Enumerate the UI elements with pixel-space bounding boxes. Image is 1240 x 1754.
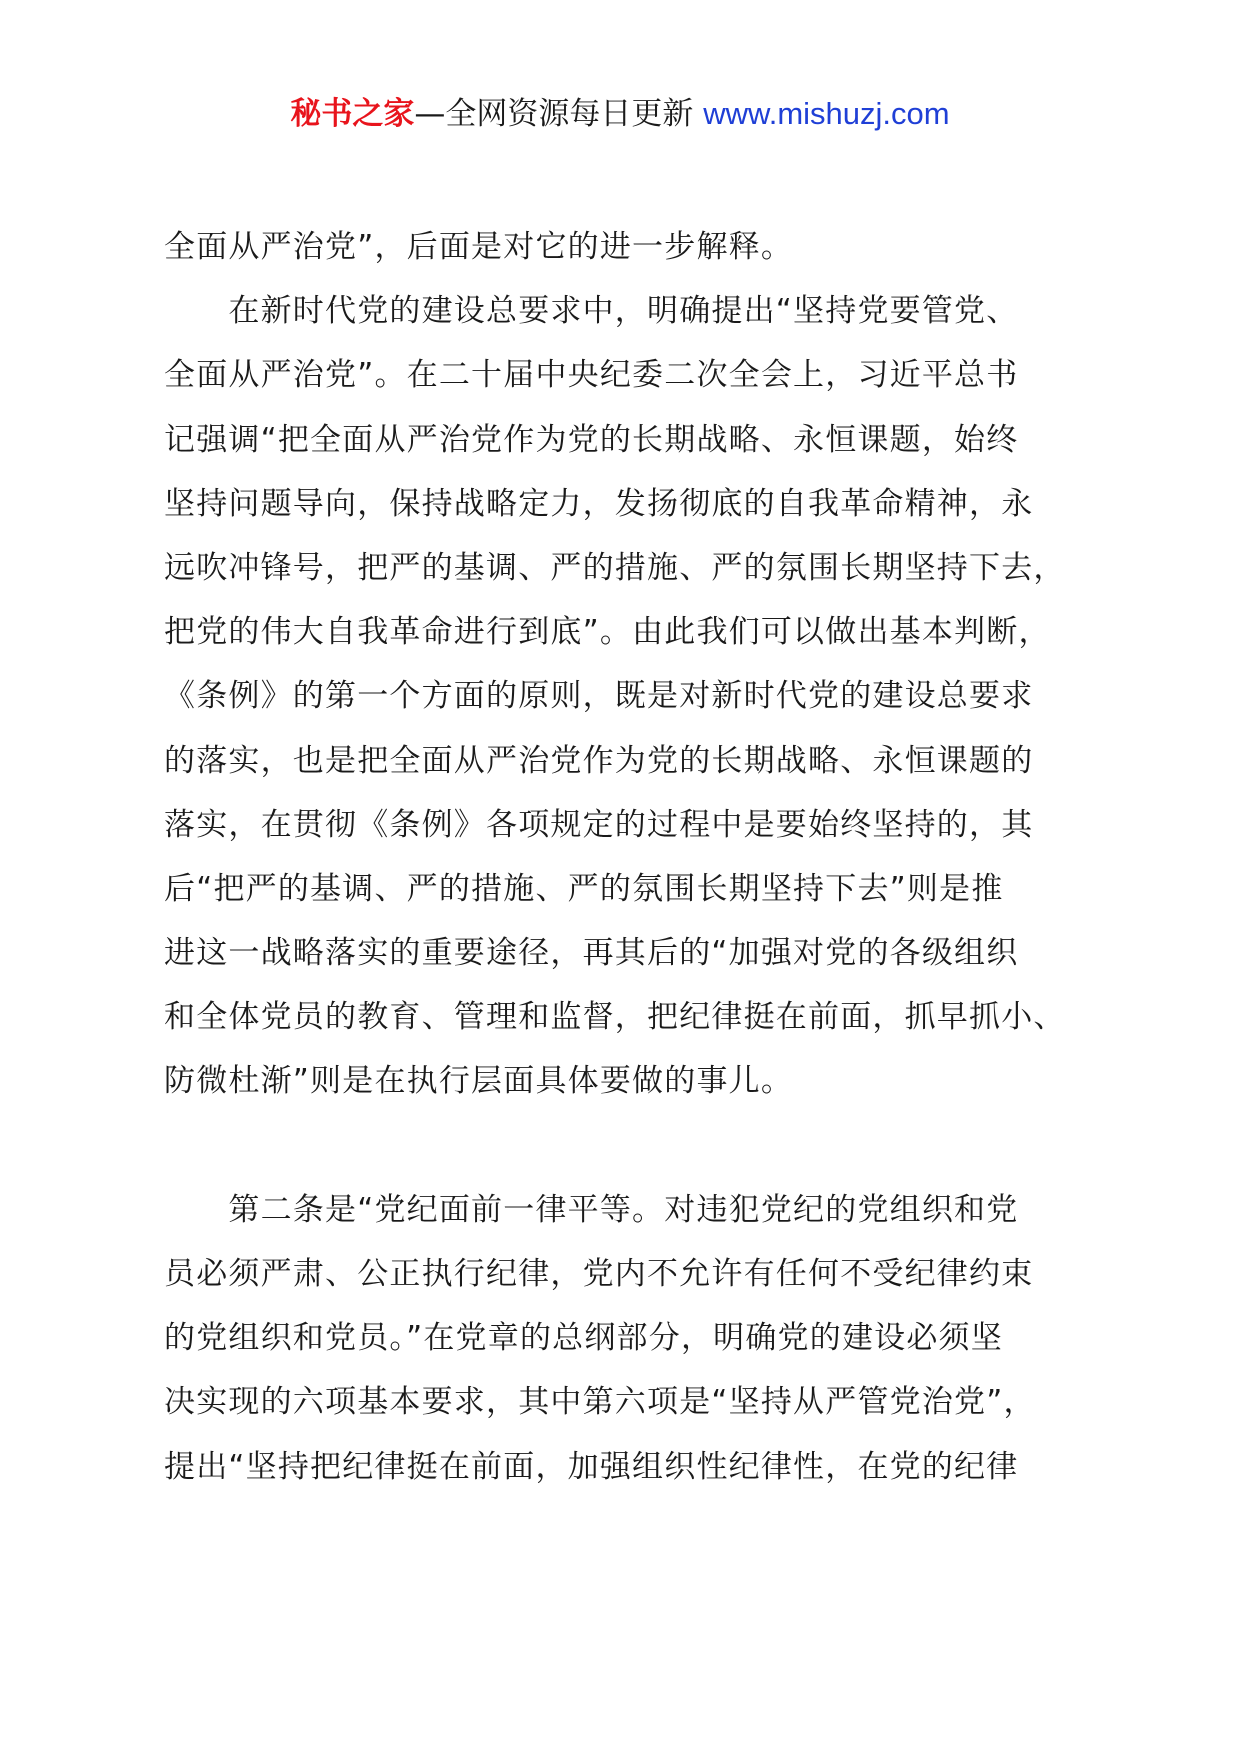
brand-name: 秘书之家 [290,96,415,132]
text-line: 和全体党员的教育、管理和监督，把纪律挺在前面，抓早抓小、 [164,999,1066,1036]
text-line: 的党组织和党员。”在党章的总纲部分，明确党的建设必须坚 [164,1320,1003,1357]
text-line: 员必须严肃、公正执行纪律，党内不允许有任何不受纪律约束 [164,1256,1034,1292]
text-line: 全面从严治党”，后面是对它的进一步解释。 [164,229,794,265]
text-line: 在新时代党的建设总要求中，明确提出“坚持党要管党、 [164,293,1019,330]
header-tagline: —全网资源每日更新 [414,96,704,132]
text-line: 防微杜渐”则是在执行层面具体要做的事儿。 [164,1063,794,1100]
text-line: 第二条是“党纪面前一律平等。对违犯党纪的党组织和党 [164,1191,1019,1228]
text-line: 进这一战略落实的重要途径，再其后的“加强对党的各级组织 [164,935,1019,972]
page-header [0,94,1240,134]
paragraph-gap [164,1114,1109,1178]
text-line: 把党的伟大自我革命进行到底”。由此我们可以做出基本判断， [164,614,1051,651]
text-line: 提出“坚持把纪律挺在前面，加强组织性纪律性，在党的纪律 [164,1448,1019,1485]
site-url-link[interactable]: www.mishuzj.com [703,96,950,131]
text-line: 的落实，也是把全面从严治党作为党的长期战略、永恒课题的 [164,742,1034,779]
text-line: 记强调“把全面从严治党作为党的长期战略、永恒课题，始终 [164,421,1019,458]
text-line: 《条例》的第一个方面的原则，既是对新时代党的建设总要求 [164,678,1034,715]
text-line: 全面从严治党”。在二十届中央纪委二次全会上，习近平总书 [164,357,1019,394]
text-line: 远吹冲锋号，把严的基调、严的措施、严的氛围长期坚持下去， [164,549,1066,586]
document-body [164,215,1109,1499]
text-line: 后“把严的基调、严的措施、严的氛围长期坚持下去”则是推 [164,870,1004,907]
text-line: 坚持问题导向，保持战略定力，发扬彻底的自我革命精神，永 [164,485,1034,522]
text-line: 决实现的六项基本要求，其中第六项是“坚持从严管党治党”， [164,1384,1036,1421]
text-line: 落实，在贯彻《条例》各项规定的过程中是要始终坚持的，其 [164,806,1034,843]
